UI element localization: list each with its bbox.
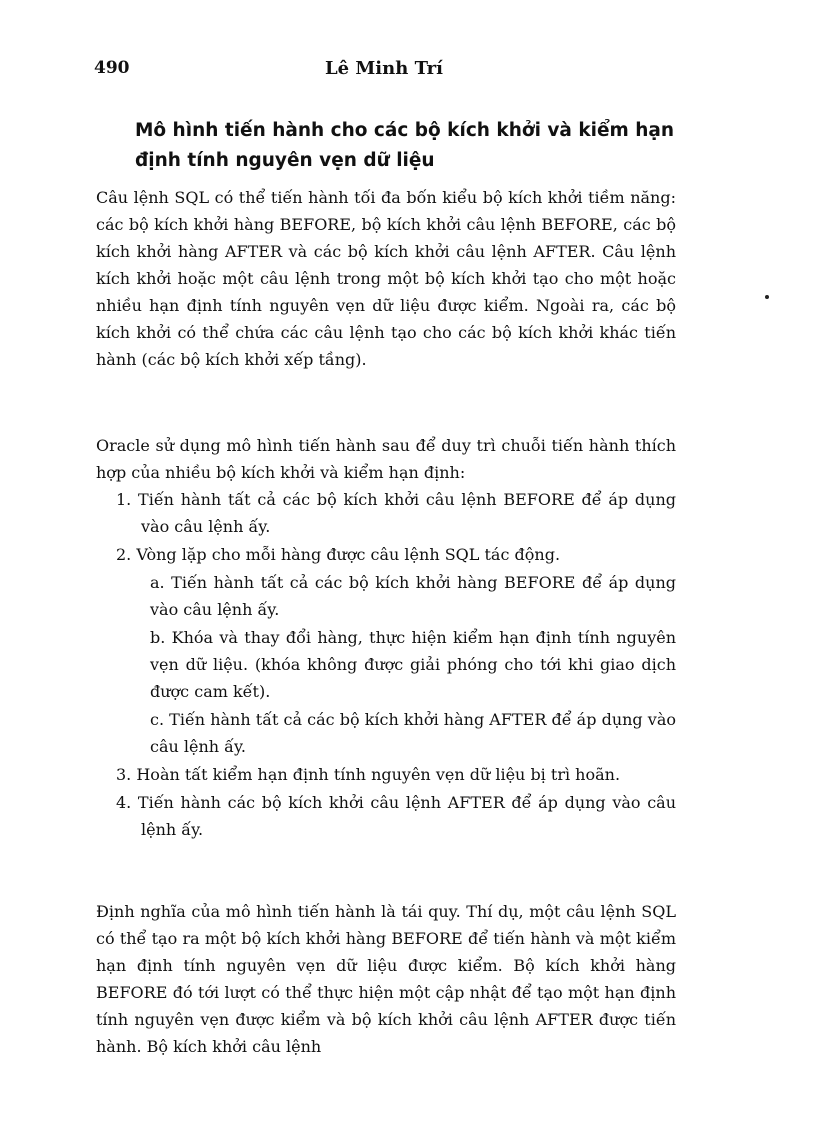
- page-header: [94, 58, 674, 88]
- scan-speck: [765, 295, 769, 299]
- step-item: 1. Tiến hành tất cả các bộ kích khởi câu lệnh BEFORE để áp dụng vào câu lệnh ấy.: [116, 490, 676, 536]
- paragraph-text: Câu lệnh SQL có thể tiến hành tối đa bốn kiểu bộ kích khởi tiềm năng: các bộ kích khởi hàng BEFORE, bộ kích khởi câu lệnh BEFORE, các bộ kích khởi hàng AFTER và các bộ kích khởi câu lệnh AFTER. Câu lệnh kích khởi hoặc một câu lệnh trong một bộ kích khởi tạo cho một hoặc nhiều hạn định tính nguyên vẹn dữ liệu được kiểm. Ngoài ra, các bộ kích khởi có thể chứa các câu lệnh tạo cho các bộ kích khởi khác tiến hành (các bộ kích khởi xếp tầng).: [96, 188, 676, 369]
- execution-steps-list: [116, 486, 676, 844]
- sub-step-item: a. Tiến hành tất cả các bộ kích khởi hàng BEFORE để áp dụng vào câu lệnh ấy.: [150, 573, 676, 619]
- section-title: Mô hình tiến hành cho các bộ kích khởi và kiểm hạn định tính nguyên vẹn dữ liệu: [135, 120, 675, 171]
- step-item: 2. Vòng lặp cho mỗi hàng được câu lệnh SQL tác động.: [116, 545, 561, 564]
- sub-steps-list: [150, 569, 676, 760]
- step-item: 4. Tiến hành các bộ kích khởi câu lệnh AFTER để áp dụng vào câu lệnh ấy.: [116, 793, 676, 839]
- page-number: 490: [94, 58, 130, 78]
- paragraph: [96, 898, 676, 1060]
- sub-step-item: b. Khóa và thay đổi hàng, thực hiện kiểm hạn định tính nguyên vẹn dữ liệu. (khóa không được giải phóng cho tới khi giao dịch được cam kết).: [150, 628, 676, 701]
- paragraph-text: Định nghĩa của mô hình tiến hành là tái quy. Thí dụ, một câu lệnh SQL có thể tạo ra một bộ kích khởi hàng BEFORE để tiến hành và một kiểm hạn định tính nguyên vẹn dữ liệu được kiểm. Bộ kích khởi hàng BEFORE đó tới lượt có thể thực hiện một cập nhật để tạo một hạn định tính nguyên vẹn được kiểm và bộ kích khởi câu lệnh AFTER được tiến hành. Bộ kích khởi câu lệnh: [96, 902, 676, 1056]
- paragraph: [96, 432, 676, 486]
- paragraph-text: Oracle sử dụng mô hình tiến hành sau để duy trì chuỗi tiến hành thích hợp của nhiều bộ kích khởi và kiểm hạn định:: [96, 436, 676, 482]
- sub-step-item: c. Tiến hành tất cả các bộ kích khởi hàng AFTER để áp dụng vào câu lệnh ấy.: [150, 710, 676, 756]
- paragraph: [96, 184, 676, 373]
- running-head: Lê Minh Trí: [325, 58, 443, 79]
- step-item: 3. Hoàn tất kiểm hạn định tính nguyên vẹn dữ liệu bị trì hoãn.: [116, 765, 621, 784]
